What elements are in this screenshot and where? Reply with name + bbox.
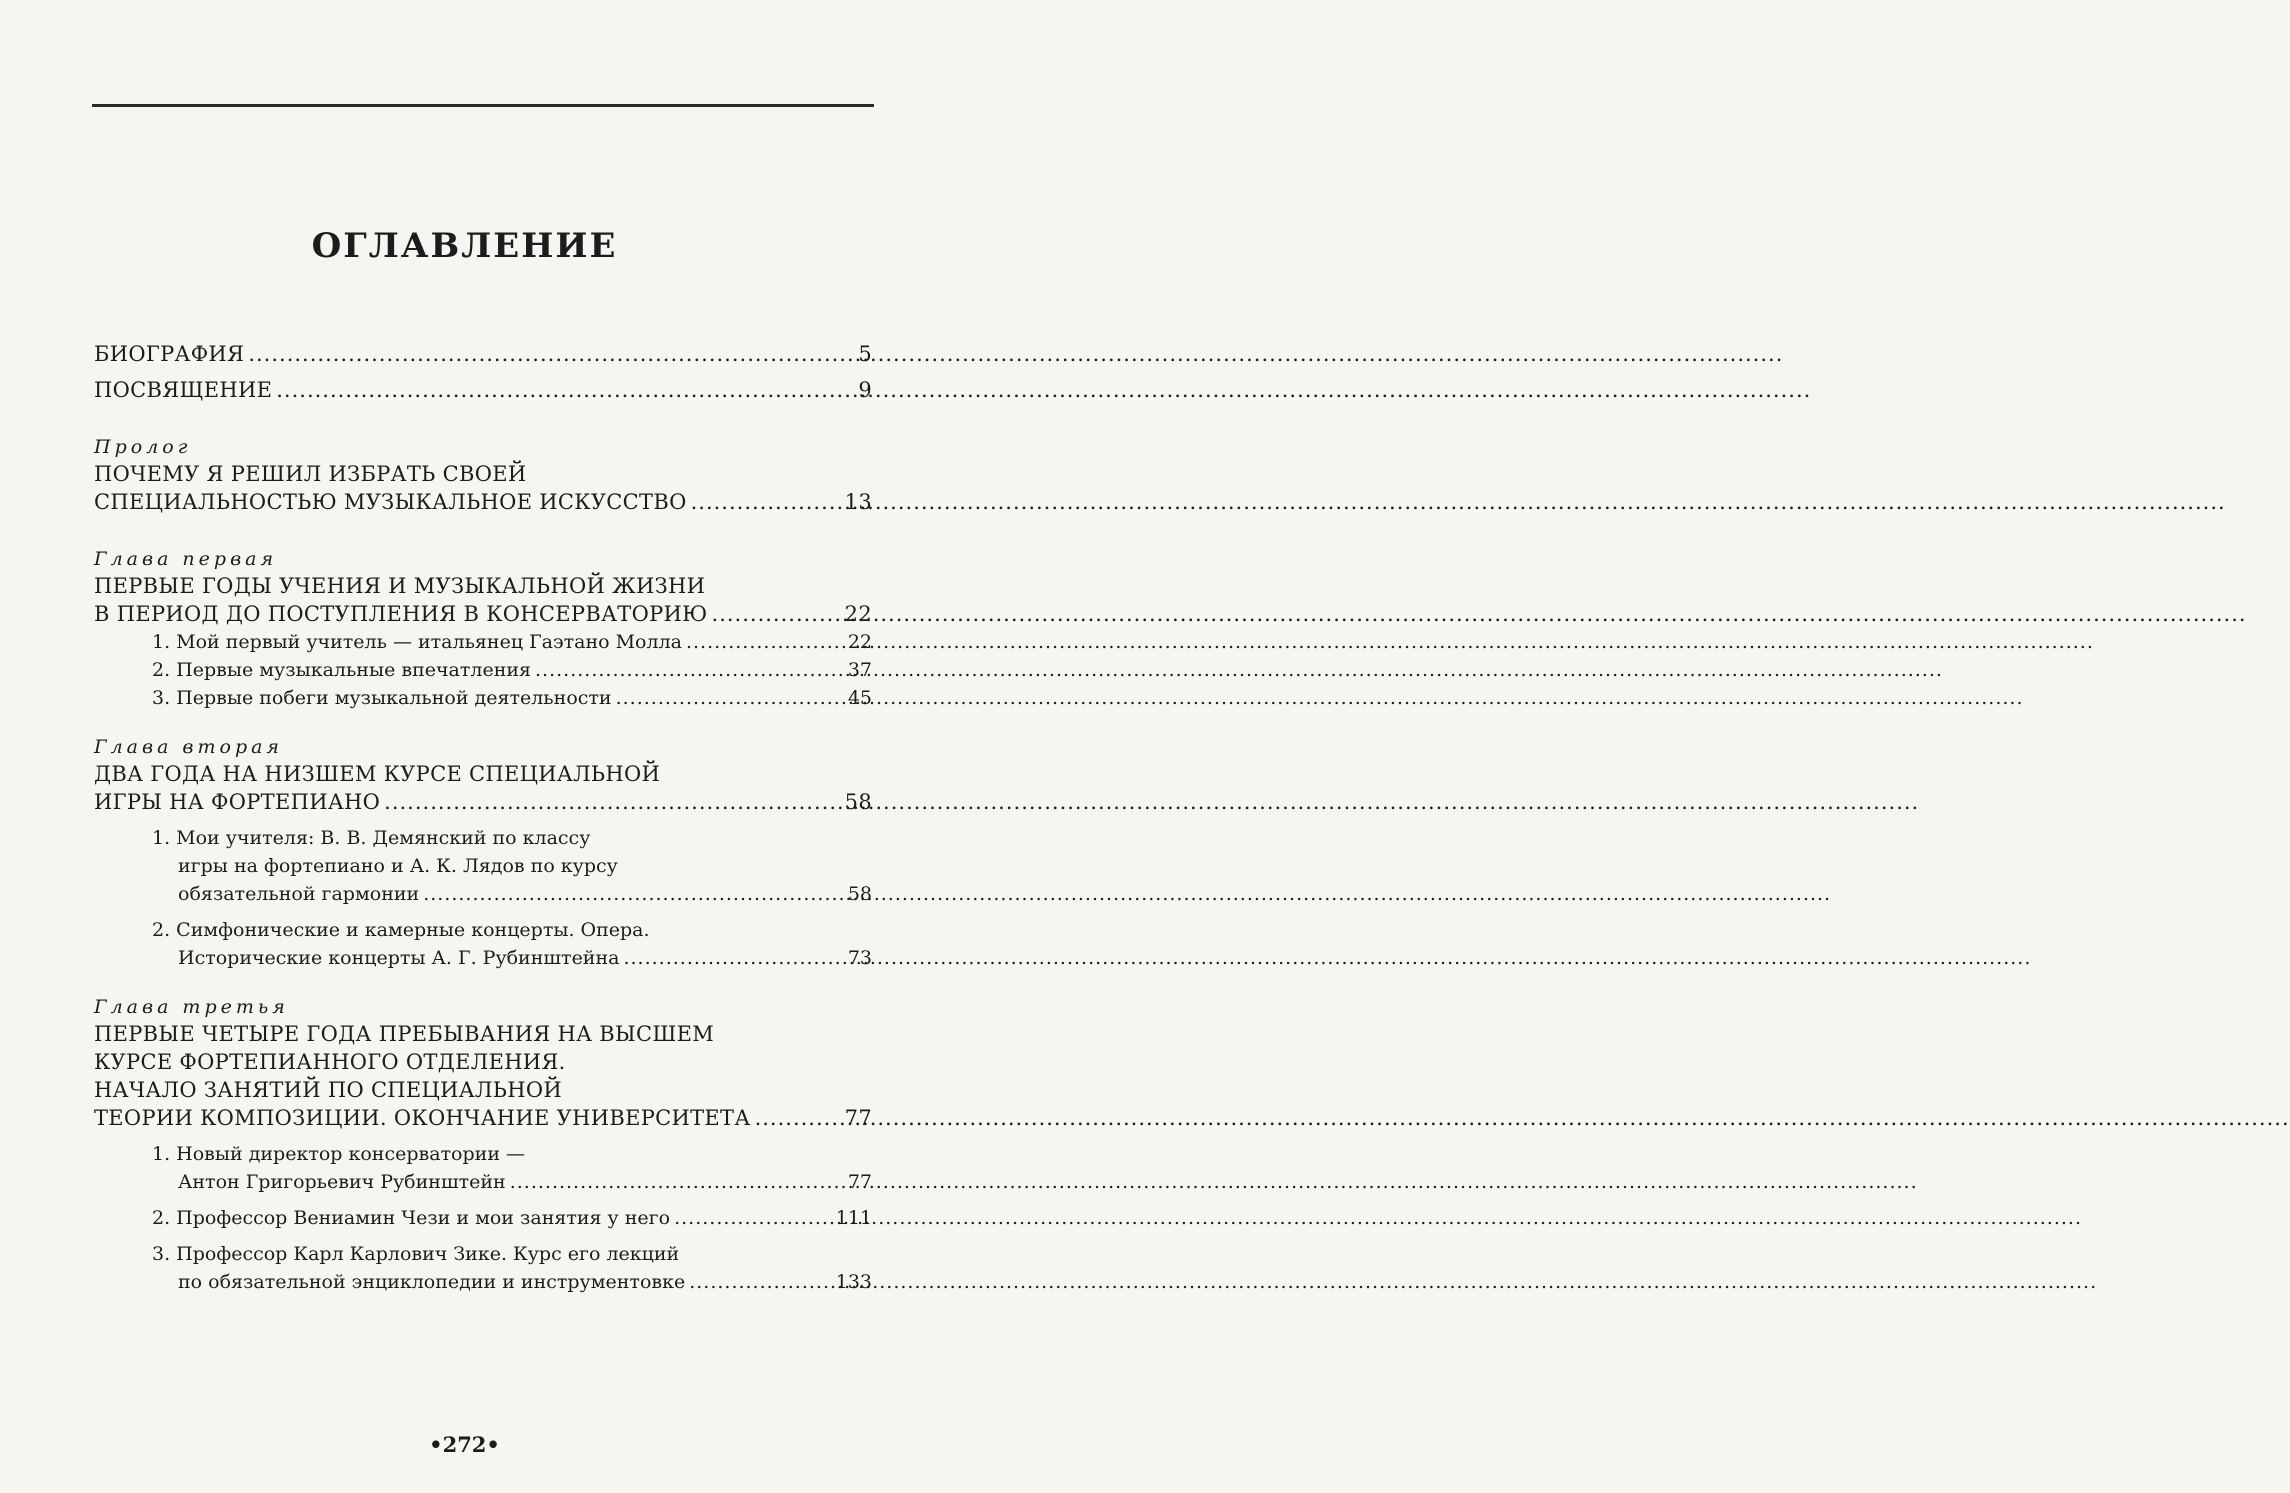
toc-entry-chapter1[interactable] [94,600,872,628]
toc-entry-chapter3[interactable] [94,1104,872,1132]
dot-leader [689,1268,832,1296]
toc-page-number: 58 [847,883,872,905]
toc-page-number: 77 [844,1106,872,1130]
toc-page-number: 45 [847,687,872,709]
toc-page-number: 111 [835,1207,872,1229]
dot-leader [248,340,854,368]
toc-subentry-title: Антон Григорьевич Рубинштейн [178,1171,506,1193]
dot-leader [755,1104,841,1132]
toc-page-number: 77 [847,1171,872,1193]
toc-entry-title: В ПЕРИОД ДО ПОСТУПЛЕНИЯ В КОНСЕРВАТОРИЮ [94,602,708,626]
toc-entry-title: БИОГРАФИЯ [94,342,245,366]
dot-leader [535,656,844,684]
table-of-contents [94,340,872,1296]
toc-entry-title: ИГРЫ НА ФОРТЕПИАНО [94,790,381,814]
dot-leader [384,788,841,816]
toc-page-number: 5 [858,342,872,366]
toc-subentry-line[interactable]: 3. Профессор Карл Карлович Зике. Курс его лекций [152,1243,680,1265]
dot-leader [686,628,844,656]
toc-entry-chapter2[interactable] [94,788,872,816]
toc-entry-chapter3-line[interactable]: ПЕРВЫЕ ЧЕТЫРЕ ГОДА ПРЕБЫВАНИЯ НА ВЫСШЕМ [94,1022,715,1046]
toc-page-number: 22 [844,602,872,626]
toc-page-number: 133 [835,1271,872,1293]
toc-subentry-title: 2. Профессор Вениамин Чези и мои занятия у него [152,1207,671,1229]
toc-page-number: 9 [858,378,872,402]
toc-page-number: 73 [847,947,872,969]
section-label-chapter3: Глава третья [94,996,289,1018]
section-label-chapter2: Глава вторая [94,736,284,758]
toc-entry-dedication[interactable] [94,376,872,404]
toc-subentry[interactable] [94,1204,872,1232]
toc-subentry-title: 2. Первые музыкальные впечатления [152,659,532,681]
chapter1-sections [94,628,872,712]
toc-subentry-title: 1. Мой первый учитель — итальянец Гаэтано Молла [152,631,682,653]
toc-entry-title: ТЕОРИИ КОМПОЗИЦИИ. ОКОНЧАНИЕ УНИВЕРСИТЕТА [94,1106,751,1130]
dot-leader [423,880,844,908]
page-title: ОГЛАВЛЕНИЕ [311,226,618,266]
section-label-chapter1: Глава первая [94,548,278,570]
toc-subentry[interactable] [94,1168,872,1196]
dot-leader [616,684,844,712]
section-label-prologue: Пролог [94,436,192,458]
dot-leader [510,1168,844,1196]
toc-subentry-title: по обязательной энциклопедии и инструментовке [178,1271,686,1293]
toc-entry-chapter3-line[interactable]: КУРСЕ ФОРТЕПИАННОГО ОТДЕЛЕНИЯ. [94,1050,566,1074]
toc-subentry-line[interactable]: 1. Новый директор консерватории — [152,1143,526,1165]
toc-subentry[interactable] [94,880,872,908]
toc-subentry[interactable] [94,944,872,972]
dot-leader [674,1204,832,1232]
toc-entry-title: СПЕЦИАЛЬНОСТЬЮ МУЗЫКАЛЬНОЕ ИСКУССТВО [94,490,687,514]
toc-subentry-title: 3. Первые побеги музыкальной деятельности [152,687,612,709]
top-rule [92,104,874,107]
toc-entry-title: ПОСВЯЩЕНИЕ [94,378,273,402]
toc-page-number: 13 [844,490,872,514]
dot-leader [276,376,854,404]
toc-subentry[interactable] [94,1268,872,1296]
toc-entry-chapter1-line[interactable]: ПЕРВЫЕ ГОДЫ УЧЕНИЯ И МУЗЫКАЛЬНОЙ ЖИЗНИ [94,574,706,598]
toc-subentry-line[interactable]: игры на фортепиано и А. К. Лядов по курсу [178,855,618,877]
dot-leader [623,944,843,972]
toc-subentry[interactable] [94,656,872,684]
toc-subentry[interactable] [94,684,872,712]
toc-entry-chapter3-line[interactable]: НАЧАЛО ЗАНЯТИЙ ПО СПЕЦИАЛЬНОЙ [94,1078,563,1102]
toc-entry-prologue[interactable] [94,488,872,516]
toc-entry-prologue-line[interactable]: ПОЧЕМУ Я РЕШИЛ ИЗБРАТЬ СВОЕЙ [94,462,527,486]
chapter3-sections [94,1140,872,1296]
toc-subentry[interactable] [94,628,872,656]
dot-leader [712,600,841,628]
toc-page-number: 22 [847,631,872,653]
dot-leader [691,488,841,516]
toc-subentry-title: обязательной гармонии [178,883,420,905]
toc-page-number: 58 [844,790,872,814]
toc-subentry-line[interactable]: 1. Мои учителя: В. В. Демянский по классу [152,827,591,849]
chapter2-sections [94,824,872,972]
toc-entry-biography[interactable] [94,340,872,368]
toc-subentry-line[interactable]: 2. Симфонические и камерные концерты. Опера. [152,919,650,941]
toc-subentry-title: Исторические концерты А. Г. Рубинштейна [178,947,620,969]
toc-page-number: 37 [847,659,872,681]
page-number: •272• [429,1432,500,1457]
toc-entry-chapter2-line[interactable]: ДВА ГОДА НА НИЗШЕМ КУРСЕ СПЕЦИАЛЬНОЙ [94,762,661,786]
